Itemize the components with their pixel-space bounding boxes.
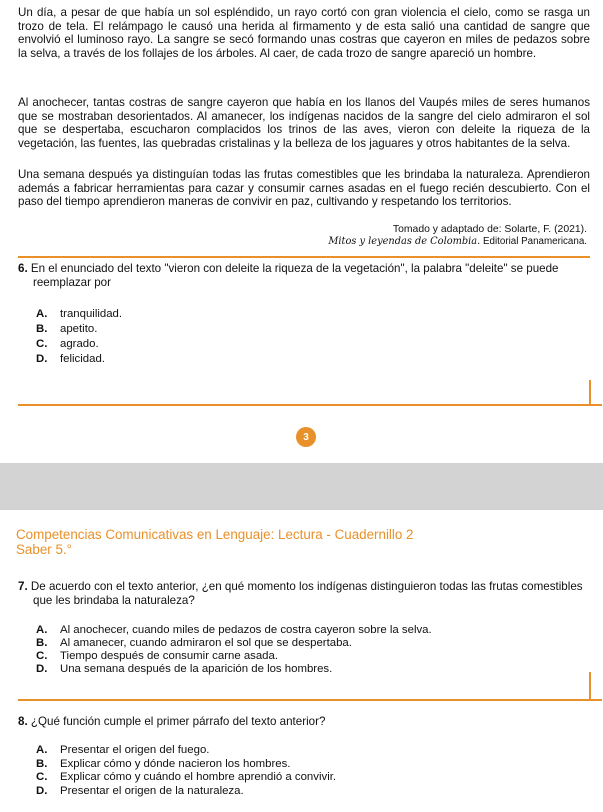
source-publisher: Editorial Panamericana. <box>480 236 587 247</box>
question-number: 7. <box>18 580 28 593</box>
option-a[interactable]: A. tranquilidad. <box>36 308 123 320</box>
divider <box>18 404 602 406</box>
option-a[interactable]: A. Al anochecer, cuando miles de pedazos de costra cayeron sobre la selva. <box>36 624 432 636</box>
divider <box>18 699 602 701</box>
question-8 <box>18 715 588 729</box>
question-6 <box>18 262 588 290</box>
option-c[interactable]: C. Explicar cómo y cuándo el hombre aprendió a convivir. <box>36 771 337 783</box>
reading-paragraph-3: Una semana después ya distinguían todas las frutas comestibles que les brindaba la naturaleza. Aprendieron además a fabricar herramientas para cazar y consumir carnes asadas en el fuego recién descubierto. Con el paso del tiempo aprendieron maneras de convivir en paz, cultivando y respetando los territorios. <box>18 168 590 209</box>
question-text-cont: que les brindaba la naturaleza? <box>33 594 195 607</box>
question-text: En el enunciado del texto "vieron con deleite la riqueza de la vegetación", la palabra "deleite" se puede <box>30 262 559 275</box>
option-b[interactable]: B. apetito. <box>36 323 98 335</box>
question-6-options <box>36 307 122 367</box>
option-d[interactable]: D. felicidad. <box>36 353 105 365</box>
option-d[interactable]: D. Presentar el origen de la naturaleza. <box>36 784 244 797</box>
question-number: 8. <box>18 715 28 728</box>
page-number-badge: 3 <box>296 427 316 447</box>
reading-paragraph-2: Al anochecer, tantas costras de sangre cayeron que había en los llanos del Vaupés miles de seres humanos que se mostraban desorientados. Al amanecer, los indígenas nacidos de la sangre del cielo admiraron el sol que se despertaba, escucharon complacidos los trinos de las aves, vieron con deleite la riqueza de la vegetación, las fuentes, las quebradas cristalinas y la belleza de los jaguares y otros habitantes de la selva. <box>18 96 590 150</box>
source-book-title: Mitos y leyendas de Colombia. <box>328 236 481 247</box>
option-c[interactable]: C. agrado. <box>36 338 99 350</box>
source-book <box>328 236 587 248</box>
booklet-subtitle: Saber 5.° <box>16 542 72 557</box>
option-b[interactable]: B. Al amanecer, cuando admiraron el sol que se despertaba. <box>36 637 352 649</box>
option-a[interactable]: A. Presentar el origen del fuego. <box>36 744 210 756</box>
divider-vertical <box>589 672 591 701</box>
divider <box>18 256 590 258</box>
option-b[interactable]: B. Explicar cómo y dónde nacieron los hombres. <box>36 757 291 770</box>
question-7 <box>18 580 588 608</box>
question-8-options <box>36 744 336 798</box>
booklet-title: Competencias Comunicativas en Lenguaje: Lectura - Cuadernillo 2 <box>16 527 414 542</box>
question-number: 6. <box>18 262 28 275</box>
source-citation: Tomado y adaptado de: Solarte, F. (2021). <box>392 224 587 235</box>
reading-paragraph-1: Un día, a pesar de que había un sol espléndido, un rayo cortó con gran violencia el cielo, como se rasga un trozo de tela. El relámpago le causó una herida al firmamento y de esta salió una cantidad de sangre que envolvió el luminoso rayo. La sangre se secó formando unas costras que cayeron en miles de pedazos sobre la selva, a través de los follajes de los árboles. Al caer, de cada trozo de sangre apareció un hombre. <box>18 6 590 60</box>
option-d[interactable]: D. Una semana después de la aparición de los hombres. <box>36 663 333 675</box>
option-c[interactable]: C. Tiempo después de consumir carne asada. <box>36 650 279 662</box>
question-7-options <box>36 624 432 676</box>
question-text: ¿Qué función cumple el primer párrafo del texto anterior? <box>30 715 326 728</box>
question-text: De acuerdo con el texto anterior, ¿en qué momento los indígenas distinguieron todas las frutas comestibles <box>30 580 583 593</box>
divider-vertical <box>589 380 591 406</box>
page-gap <box>0 463 603 510</box>
question-text-cont: reemplazar por <box>33 276 111 289</box>
